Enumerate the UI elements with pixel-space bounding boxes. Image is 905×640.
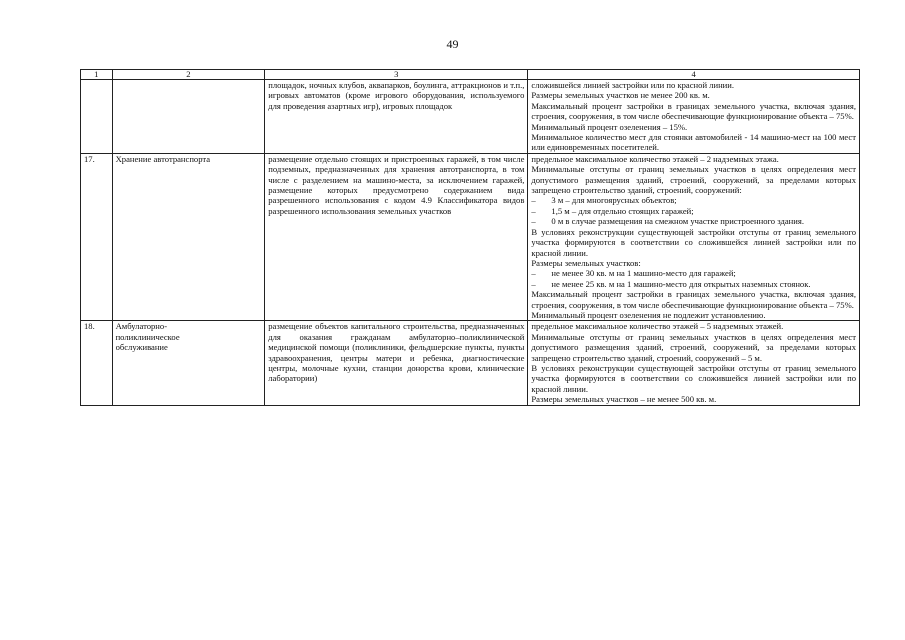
- parameter-text: предельное максимальное количество этажей – 2 надземных этажа.: [531, 153, 779, 164]
- row-number-cell: 18.: [81, 321, 113, 405]
- header-cell: 4: [528, 70, 860, 80]
- use-name-cell: [112, 80, 265, 154]
- list-item-text: не менее 25 кв. м на 1 машино-место для открытых наземных стоянок.: [551, 278, 811, 289]
- table-header-row: [81, 70, 860, 80]
- list-item-text: не менее 30 кв. м на 1 машино-место для гаражей;: [551, 268, 736, 279]
- row-number-cell: [81, 80, 113, 154]
- parameter-text: Размеры земельных участков – не менее 500 кв. м.: [531, 394, 717, 405]
- header-cell: 3: [265, 70, 528, 80]
- use-name-cell: Хранение автотранспорта: [112, 153, 265, 321]
- header-cell: 2: [112, 70, 265, 80]
- table-row-continued: [81, 80, 860, 154]
- parameters-cell: [528, 80, 860, 154]
- list-item: [531, 279, 856, 289]
- use-description: размещение объектов капитального строительства, предназначенных для оказания гражданам амбулаторно–поликлинической медицинской помощи (поликлиники, фельдшерские пункты, пункты здравоохранения, центры матери и ребенка, диагностические центры, молочные кухни, станции донорства крови, клинические лаборатории): [268, 321, 525, 384]
- parameter-text: Минимальный процент озеленения не подлежит установлению.: [531, 309, 766, 320]
- table-row-17: [81, 153, 860, 321]
- parameter-text: Минимальный процент озеленения – 15%.: [531, 121, 688, 132]
- use-name-cell: [112, 321, 265, 405]
- use-description: площадок, ночных клубов, аквапарков, боулинга, аттракционов и т.п., игровых автоматов (кроме игрового оборудования, используемого для проведения азартных игр), игровых площадок: [268, 80, 525, 111]
- parameter-text: Размеры земельных участков:: [531, 257, 641, 268]
- parameter-text: Минимальное количество мест для стоянки автомобилей - 14 машино-мест на 100 мест или единовременных посетителей.: [531, 132, 856, 153]
- list-item-text: 0 м в случае размещения на смежном участке пристроенного здания.: [551, 216, 804, 227]
- use-description-cell: [265, 321, 528, 405]
- use-description-cell: [265, 80, 528, 154]
- parameter-text: В условиях реконструкции существующей застройки отступы от границ земельного участка формируются в соответствии со сложившейся линией застройки или по красной линии.: [531, 226, 856, 258]
- page-number: 49: [446, 37, 459, 51]
- list-item-text: 3 м – для многоярусных объектов;: [551, 195, 677, 206]
- row-number-cell: 17.: [81, 153, 113, 321]
- parameter-text: Максимальный процент застройки в границах земельного участка, включая здания, строения, сооружения, в том числе обеспечивающие функционирование объекта – 75%.: [531, 100, 856, 122]
- list-item: [531, 268, 856, 278]
- use-name-line: обслуживание: [115, 342, 168, 353]
- parameter-text: Минимальные отступы от границ земельных участков в целях определения мест допустимого размещения зданий, строений, сооружений, за пределами которых запрещено строительство зданий, строений, сооружений – 5 м.: [531, 331, 856, 363]
- parameter-text: Максимальный процент застройки в границах земельного участка, включая здания, строения, сооружения, в том числе обеспечивающие функционирование объекта – 75%.: [531, 289, 856, 310]
- list-item-text: 1,5 м – для отдельно стоящих гаражей;: [551, 205, 694, 216]
- header-cell: 1: [81, 70, 113, 80]
- parameter-text: Минимальные отступы от границ земельных участков в целях определения мест допустимого размещения зданий, строений, сооружений, за пределами которых запрещено строительство зданий, строений, сооружений:: [531, 164, 856, 196]
- parameters-cell: [528, 153, 860, 321]
- use-description: размещение отдельно стоящих и пристроенных гаражей, в том числе подземных, предназначенных для хранения автотранспорта, в том числе с разделением на машино-места, за исключением гаражей, размещение которых предусмотрено содержанием вида разрешенного использования с кодом 4.9 Классификатора видов разрешенного использования земельных участков: [268, 153, 525, 216]
- parameter-text: предельное максимальное количество этажей – 5 надземных этажей.: [531, 321, 784, 332]
- table-row-18: [81, 321, 860, 405]
- list-item: [531, 195, 856, 205]
- use-name-line: поликлиническое: [115, 331, 180, 342]
- dash-bullet: –: [531, 278, 536, 289]
- parameter-text: В условиях реконструкции существующей застройки отступы от границ земельного участка формируются в соответствии со сложившейся линией застройки или по красной линии.: [531, 362, 856, 394]
- parameters-cell: [528, 321, 860, 405]
- use-name-line: Амбулаторно-: [115, 321, 168, 332]
- dash-bullet: –: [531, 268, 536, 279]
- dash-bullet: –: [531, 195, 536, 206]
- parameter-text: сложившейся линией застройки или по красной линии.: [531, 80, 735, 90]
- list-item: [531, 206, 856, 216]
- dash-bullet: –: [531, 216, 536, 227]
- list-item: [531, 216, 856, 226]
- dash-bullet: –: [531, 205, 536, 216]
- parameter-text: Размеры земельных участков не менее 200 кв. м.: [531, 90, 710, 101]
- use-description-cell: [265, 153, 528, 321]
- regulations-table: [80, 69, 860, 406]
